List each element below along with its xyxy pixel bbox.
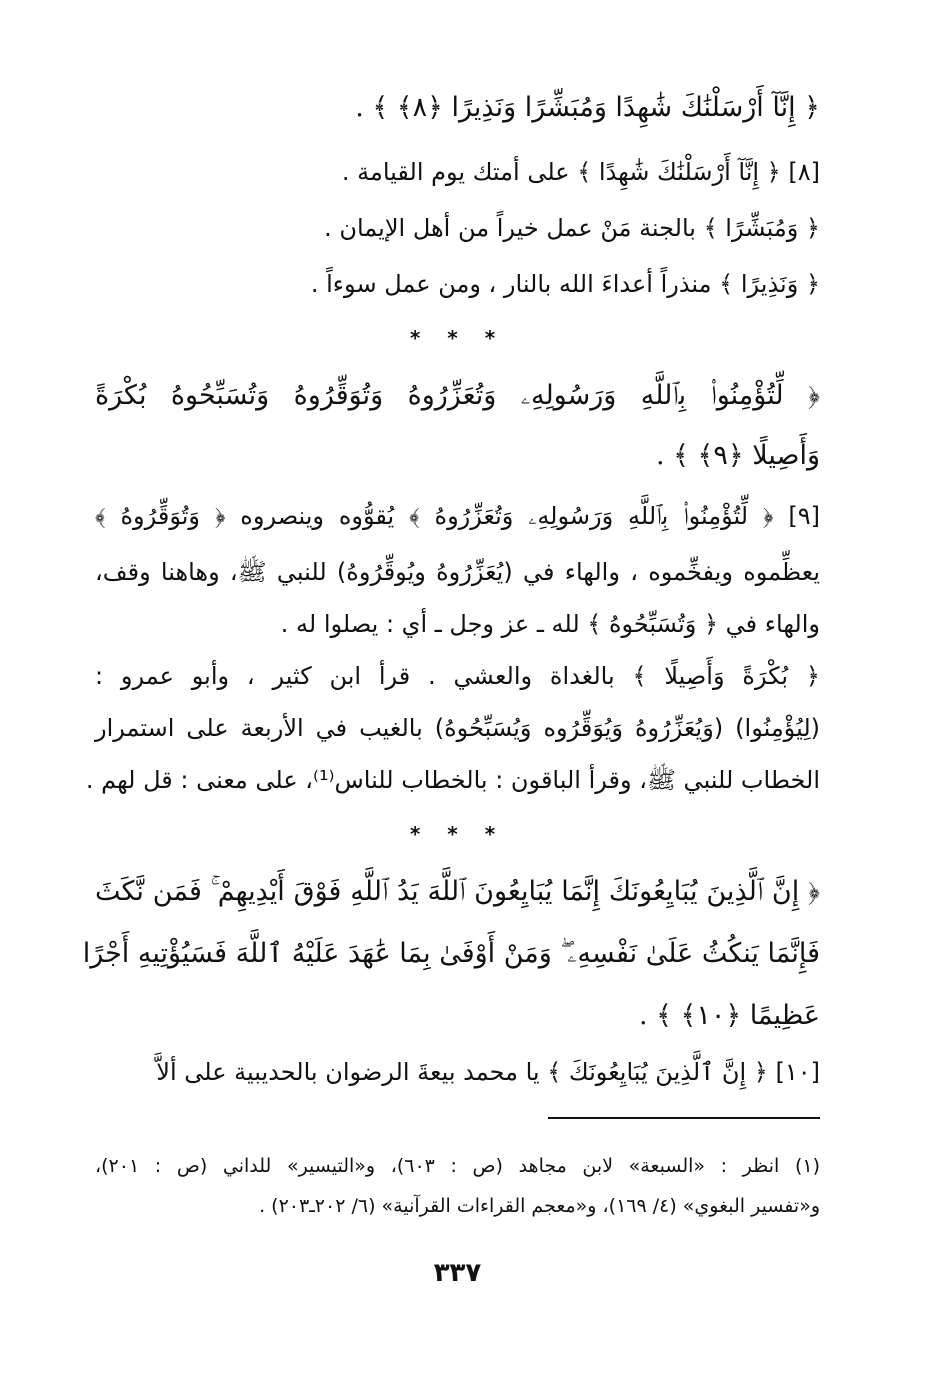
- footnote-line: و«تفسير البغوي» (٤/ ١٦٩)، و«معجم القراءات القرآنية» (٦/ ٢٠٢ـ٢٠٣) .: [259, 1195, 820, 1217]
- commentary-line: ﴿ وَمُبَشِّرًا ﴾ بالجنة مَنْ عمل خيراً من أهل الإيمان .: [324, 214, 820, 242]
- section-separator: * * *: [409, 822, 506, 846]
- footnote-divider: [548, 1117, 820, 1119]
- verse-9-line: ﴿ لِّتُؤْمِنُوا۟ بِٱللَّهِ وَرَسُولِهِۦ وَتُعَزِّرُوهُ وَتُوَقِّرُوهُ وَتُسَبِّحُوهُ بُكْرَةً: [95, 380, 820, 411]
- verse-10-line: فَإِنَّمَا يَنكُثُ عَلَىٰ نَفْسِهِۦ ۖ وَمَنْ أَوْفَىٰ بِمَا عَٰهَدَ عَلَيْهُ ٱللَّهَ فَسَيُؤْتِيهِ أَجْرًا: [82, 938, 820, 969]
- commentary-line: والهاء في ﴿ وَتُسَبِّحُوهُ ﴾ لله ـ عز وجل ـ أي : يصلوا له .: [280, 610, 820, 638]
- verse-9-line: وَأَصِيلًا ﴿٩﴾ ﴾ .: [655, 440, 820, 471]
- commentary-line: الخطاب للنبي ﷺ، وقرأ الباقون : بالخطاب للناس⁽¹⁾، على معنى : قل لهم .: [85, 766, 820, 794]
- verse-10-line: ﴿ إِنَّ ٱلَّذِينَ يُبَايِعُونَكَ إِنَّمَا يُبَايِعُونَ ٱللَّهَ يَدُ ٱللَّهِ فَوْقَ أَيْدِيهِمْ ۚ فَمَن نَّكَثَ: [95, 876, 820, 907]
- verse-8: ﴿ إِنَّآ أَرْسَلْنَٰكَ شَٰهِدًا وَمُبَشِّرًا وَنَذِيرًا ﴿٨﴾ ﴾ .: [355, 92, 820, 123]
- commentary-line: (لِيُؤْمِنُوا) (وَيُعَزِّرُوهُ وَيُوَقِّرُوه وَيُسَبِّحُوهُ) بالغيب في الأربعة على استمرار: [95, 714, 820, 742]
- page-number: ٣٣٧: [433, 1258, 482, 1288]
- commentary-line: ﴿ وَنَذِيرًا ﴾ منذراً أعداءَ الله بالنار ، ومن عمل سوءاً .: [310, 270, 820, 298]
- commentary-line: [٨] ﴿ إِنَّآ أَرْسَلْنَٰكَ شَٰهِدًا ﴾ على أمتك يوم القيامة .: [341, 158, 820, 186]
- commentary-line: [٩] ﴿ لِّتُؤْمِنُوا۟ بِٱللَّهِ وَرَسُولِهِۦ وَتُعَزِّرُوهُ ﴾ يُقوُّوه وينصروه ﴿ وَتُوَقِّرُوهُ ﴾: [95, 502, 820, 530]
- commentary-line: [١٠] ﴿ إِنَّ ٱلَّذِينَ يُبَايِعُونَكَ ﴾ يا محمد بيعةَ الرضوان بالحديبية على ألاَّ: [156, 1058, 820, 1086]
- section-separator: * * *: [409, 326, 506, 350]
- commentary-line: ﴿ بُكْرَةً وَأَصِيلًا ﴾ بالغداة والعشي . قرأ ابن كثير ، وأبو عمرو :: [95, 662, 820, 690]
- book-page: [82, 0, 821, 1376]
- footnote-line: (١) انظر : «السبعة» لابن مجاهد (ص : ٦٠٣)، و«التيسير» للداني (ص : ٢٠١)،: [95, 1155, 821, 1177]
- verse-10-line: عَظِيمًا ﴿١٠﴾ ﴾ .: [638, 1000, 820, 1031]
- commentary-line: يعظِّموه ويفخِّموه ، والهاء في (يُعَزِّرُوهُ ويُوقِّرُوهُ) للنبي ﷺ، وهاهنا وقف،: [95, 558, 820, 586]
